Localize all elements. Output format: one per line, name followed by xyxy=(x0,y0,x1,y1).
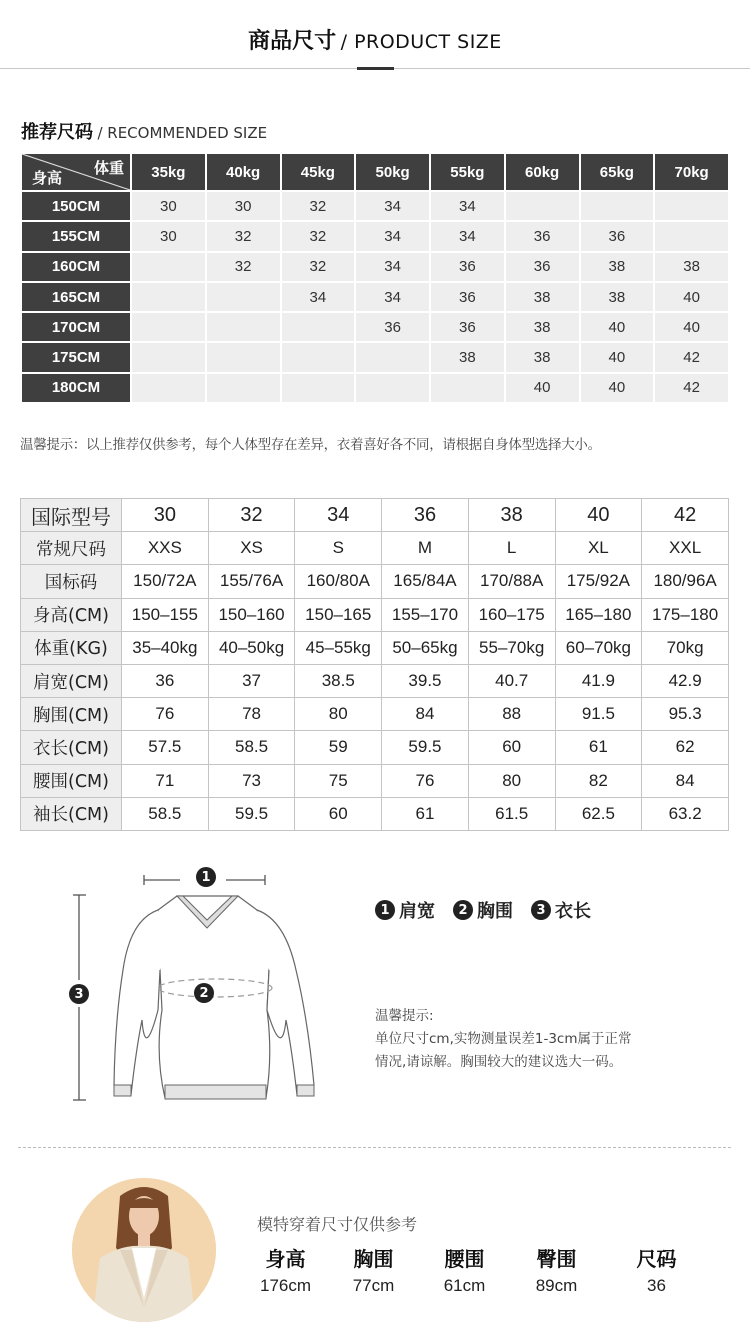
value-cell: 175–180 xyxy=(642,598,729,631)
table-row xyxy=(21,342,729,372)
value-cell: 91.5 xyxy=(555,698,642,731)
value-cell: 80 xyxy=(468,764,555,797)
stat-key: 腰围 xyxy=(444,1247,485,1271)
value-cell: 59 xyxy=(295,731,382,764)
table-row xyxy=(21,598,729,631)
size-cell: 30 xyxy=(131,221,206,251)
size-cell xyxy=(355,342,430,372)
recommendation-tip: 温馨提示：以上推荐仅供参考，每个人体型存在差异，衣着喜好各不同，请根据自身体型选择大小。 xyxy=(20,437,601,453)
row-label: 衣长(CM) xyxy=(21,731,122,764)
size-cell: 36 xyxy=(580,221,655,251)
size-cell: 34 xyxy=(430,221,505,251)
value-cell: 42 xyxy=(642,499,729,532)
size-cell: 30 xyxy=(131,191,206,221)
value-cell: 62 xyxy=(642,731,729,764)
stat-key: 胸围 xyxy=(353,1247,394,1271)
stat-key: 身高 xyxy=(265,1247,306,1271)
size-cell xyxy=(654,191,729,221)
value-cell: 71 xyxy=(122,764,209,797)
value-cell: 80 xyxy=(295,698,382,731)
measurement-note xyxy=(375,1005,632,1074)
value-cell: 50–65kg xyxy=(382,631,469,664)
value-cell: 58.5 xyxy=(208,731,295,764)
diagram-legend xyxy=(375,897,591,923)
value-cell: 38 xyxy=(468,499,555,532)
size-cell: 34 xyxy=(281,282,356,312)
size-cell xyxy=(505,191,580,221)
stat-value: 77cm xyxy=(352,1276,395,1295)
value-cell: 42.9 xyxy=(642,664,729,697)
sweater-diagram xyxy=(60,860,340,1120)
page-header xyxy=(0,24,750,58)
value-cell: 155–170 xyxy=(382,598,469,631)
value-cell: 170/88A xyxy=(468,565,555,598)
height-row-header: 165CM xyxy=(21,282,131,312)
value-cell: 175/92A xyxy=(555,565,642,598)
value-cell: 59.5 xyxy=(208,797,295,830)
value-cell: XXL xyxy=(642,532,729,565)
value-cell: 61.5 xyxy=(468,797,555,830)
value-cell: 61 xyxy=(555,731,642,764)
size-cell: 32 xyxy=(281,252,356,282)
table-row xyxy=(21,731,729,764)
stat-value: 36 xyxy=(647,1276,666,1295)
size-cell: 40 xyxy=(580,342,655,372)
size-cell: 40 xyxy=(580,312,655,342)
table-row xyxy=(21,698,729,731)
value-cell: M xyxy=(382,532,469,565)
table-row xyxy=(21,191,729,221)
size-cell xyxy=(654,221,729,251)
weight-header: 70kg xyxy=(654,153,729,191)
table-row xyxy=(21,631,729,664)
legend-label: 胸围 xyxy=(477,901,513,922)
corner-cell xyxy=(21,153,131,191)
size-cell: 38 xyxy=(505,282,580,312)
size-cell: 34 xyxy=(355,191,430,221)
value-cell: 155/76A xyxy=(208,565,295,598)
size-cell: 38 xyxy=(654,252,729,282)
value-cell: 36 xyxy=(382,499,469,532)
page-title-cn: 商品尺寸 xyxy=(248,29,337,54)
size-cell xyxy=(206,312,281,342)
size-cell xyxy=(131,252,206,282)
height-row-header: 175CM xyxy=(21,342,131,372)
weight-header: 35kg xyxy=(131,153,206,191)
model-avatar xyxy=(72,1178,216,1322)
note-title: 温馨提示: xyxy=(375,1008,434,1024)
legend-label: 肩宽 xyxy=(399,901,435,922)
value-cell: 61 xyxy=(382,797,469,830)
height-row-header: 150CM xyxy=(21,191,131,221)
weight-header: 45kg xyxy=(281,153,356,191)
value-cell: S xyxy=(295,532,382,565)
size-cell: 36 xyxy=(430,312,505,342)
legend-item-length xyxy=(531,897,591,923)
stat-value: 89cm xyxy=(535,1276,578,1295)
value-cell: 70kg xyxy=(642,631,729,664)
corner-weight-label: 体重 xyxy=(93,159,124,177)
size-cell xyxy=(430,373,505,403)
size-cell xyxy=(580,191,655,221)
row-label: 常规尺码 xyxy=(21,532,122,565)
number-1-icon: 1 xyxy=(375,900,395,920)
note-line: 单位尺寸cm,实物测量误差1-3cm属于正常 xyxy=(375,1031,632,1047)
header-accent-bar xyxy=(357,67,394,70)
value-cell: 59.5 xyxy=(382,731,469,764)
value-cell: 37 xyxy=(208,664,295,697)
model-stat-hip xyxy=(529,1243,584,1296)
value-cell: 62.5 xyxy=(555,797,642,830)
corner-height-label: 身高 xyxy=(32,169,63,187)
value-cell: 76 xyxy=(382,764,469,797)
legend-item-shoulder xyxy=(375,897,435,923)
value-cell: 84 xyxy=(382,698,469,731)
weight-header: 40kg xyxy=(206,153,281,191)
value-cell: 38.5 xyxy=(295,664,382,697)
row-label: 胸围(CM) xyxy=(21,698,122,731)
dashed-divider xyxy=(18,1147,731,1148)
size-cell xyxy=(206,282,281,312)
size-cell: 38 xyxy=(505,312,580,342)
size-cell xyxy=(281,373,356,403)
size-cell: 32 xyxy=(206,252,281,282)
recommended-title-en: / RECOMMENDED SIZE xyxy=(97,124,268,142)
size-cell xyxy=(206,342,281,372)
weight-header: 55kg xyxy=(430,153,505,191)
value-cell: 36 xyxy=(122,664,209,697)
size-cell: 38 xyxy=(430,342,505,372)
table-row xyxy=(21,532,729,565)
value-cell: 39.5 xyxy=(382,664,469,697)
model-photo xyxy=(72,1178,216,1322)
value-cell: 73 xyxy=(208,764,295,797)
size-cell: 36 xyxy=(355,312,430,342)
value-cell: 88 xyxy=(468,698,555,731)
value-cell: 57.5 xyxy=(122,731,209,764)
size-cell xyxy=(131,373,206,403)
table-row xyxy=(21,797,729,830)
model-stat-size xyxy=(629,1243,684,1296)
size-cell: 34 xyxy=(355,221,430,251)
value-cell: 30 xyxy=(122,499,209,532)
marker-1-icon: 1 xyxy=(196,867,216,887)
size-cell xyxy=(131,342,206,372)
row-label: 国际型号 xyxy=(21,499,122,532)
table-row xyxy=(21,282,729,312)
table-row xyxy=(21,664,729,697)
value-cell: 165–180 xyxy=(555,598,642,631)
size-cell: 38 xyxy=(580,252,655,282)
size-cell: 36 xyxy=(505,221,580,251)
row-label: 国标码 xyxy=(21,565,122,598)
size-cell xyxy=(206,373,281,403)
table-row xyxy=(21,312,729,342)
table-row xyxy=(21,499,729,532)
value-cell: 35–40kg xyxy=(122,631,209,664)
table-header-row xyxy=(21,153,729,191)
size-cell: 38 xyxy=(505,342,580,372)
value-cell: 40–50kg xyxy=(208,631,295,664)
marker-2-icon: 2 xyxy=(194,983,214,1003)
size-cell: 34 xyxy=(355,252,430,282)
size-cell: 36 xyxy=(430,252,505,282)
size-cell: 34 xyxy=(430,191,505,221)
model-stat-waist xyxy=(437,1243,492,1296)
size-chart-table xyxy=(20,498,729,831)
stat-value: 61cm xyxy=(443,1276,486,1295)
value-cell: 76 xyxy=(122,698,209,731)
row-label: 体重(KG) xyxy=(21,631,122,664)
size-cell: 42 xyxy=(654,373,729,403)
legend-label: 衣长 xyxy=(555,901,591,922)
recommended-size-table xyxy=(20,152,730,404)
size-cell: 34 xyxy=(355,282,430,312)
value-cell: 58.5 xyxy=(122,797,209,830)
row-label: 肩宽(CM) xyxy=(21,664,122,697)
page-title-en: / PRODUCT SIZE xyxy=(340,31,502,53)
size-cell: 30 xyxy=(206,191,281,221)
stat-key: 臀围 xyxy=(536,1247,577,1271)
height-row-header: 160CM xyxy=(21,252,131,282)
value-cell: XS xyxy=(208,532,295,565)
table-row xyxy=(21,565,729,598)
value-cell: 150–160 xyxy=(208,598,295,631)
value-cell: 180/96A xyxy=(642,565,729,598)
size-cell xyxy=(281,342,356,372)
size-cell: 32 xyxy=(281,191,356,221)
value-cell: 45–55kg xyxy=(295,631,382,664)
size-cell: 40 xyxy=(654,282,729,312)
value-cell: 60–70kg xyxy=(555,631,642,664)
row-label: 腰围(CM) xyxy=(21,764,122,797)
value-cell: 150–165 xyxy=(295,598,382,631)
note-line: 情况,请谅解。胸围较大的建议选大一码。 xyxy=(375,1054,623,1070)
number-3-icon: 3 xyxy=(531,900,551,920)
value-cell: XL xyxy=(555,532,642,565)
value-cell: 60 xyxy=(468,731,555,764)
number-2-icon: 2 xyxy=(453,900,473,920)
size-cell: 36 xyxy=(505,252,580,282)
row-label: 身高(CM) xyxy=(21,598,122,631)
weight-header: 65kg xyxy=(580,153,655,191)
value-cell: 84 xyxy=(642,764,729,797)
table-row xyxy=(21,764,729,797)
size-cell xyxy=(131,282,206,312)
recommended-title-cn: 推荐尺码 xyxy=(21,122,93,143)
model-caption: 模特穿着尺寸仅供参考 xyxy=(257,1215,418,1234)
size-cell xyxy=(281,312,356,342)
height-row-header: 180CM xyxy=(21,373,131,403)
value-cell: 160/80A xyxy=(295,565,382,598)
legend-item-chest xyxy=(453,897,513,923)
value-cell: 165/84A xyxy=(382,565,469,598)
size-cell xyxy=(131,312,206,342)
model-stat-chest xyxy=(346,1243,401,1296)
table-row xyxy=(21,221,729,251)
table-row xyxy=(21,373,729,403)
weight-header: 60kg xyxy=(505,153,580,191)
size-cell: 36 xyxy=(430,282,505,312)
value-cell: 78 xyxy=(208,698,295,731)
value-cell: 150–155 xyxy=(122,598,209,631)
row-label: 袖长(CM) xyxy=(21,797,122,830)
model-stat-height xyxy=(258,1243,313,1296)
value-cell: 60 xyxy=(295,797,382,830)
section-title-recommended xyxy=(21,118,267,142)
value-cell: 55–70kg xyxy=(468,631,555,664)
value-cell: 95.3 xyxy=(642,698,729,731)
value-cell: 75 xyxy=(295,764,382,797)
height-row-header: 170CM xyxy=(21,312,131,342)
size-cell: 42 xyxy=(654,342,729,372)
value-cell: L xyxy=(468,532,555,565)
size-cell: 40 xyxy=(505,373,580,403)
value-cell: 63.2 xyxy=(642,797,729,830)
height-row-header: 155CM xyxy=(21,221,131,251)
value-cell: 32 xyxy=(208,499,295,532)
value-cell: 82 xyxy=(555,764,642,797)
value-cell: XXS xyxy=(122,532,209,565)
size-cell: 32 xyxy=(281,221,356,251)
stat-value: 176cm xyxy=(259,1276,312,1295)
value-cell: 34 xyxy=(295,499,382,532)
value-cell: 150/72A xyxy=(122,565,209,598)
table-row xyxy=(21,252,729,282)
value-cell: 40 xyxy=(555,499,642,532)
size-cell: 40 xyxy=(580,373,655,403)
stat-key: 尺码 xyxy=(636,1247,677,1271)
size-cell xyxy=(355,373,430,403)
size-cell: 32 xyxy=(206,221,281,251)
weight-header: 50kg xyxy=(355,153,430,191)
value-cell: 40.7 xyxy=(468,664,555,697)
value-cell: 160–175 xyxy=(468,598,555,631)
size-cell: 38 xyxy=(580,282,655,312)
size-cell: 40 xyxy=(654,312,729,342)
marker-3-icon: 3 xyxy=(69,984,89,1004)
value-cell: 41.9 xyxy=(555,664,642,697)
